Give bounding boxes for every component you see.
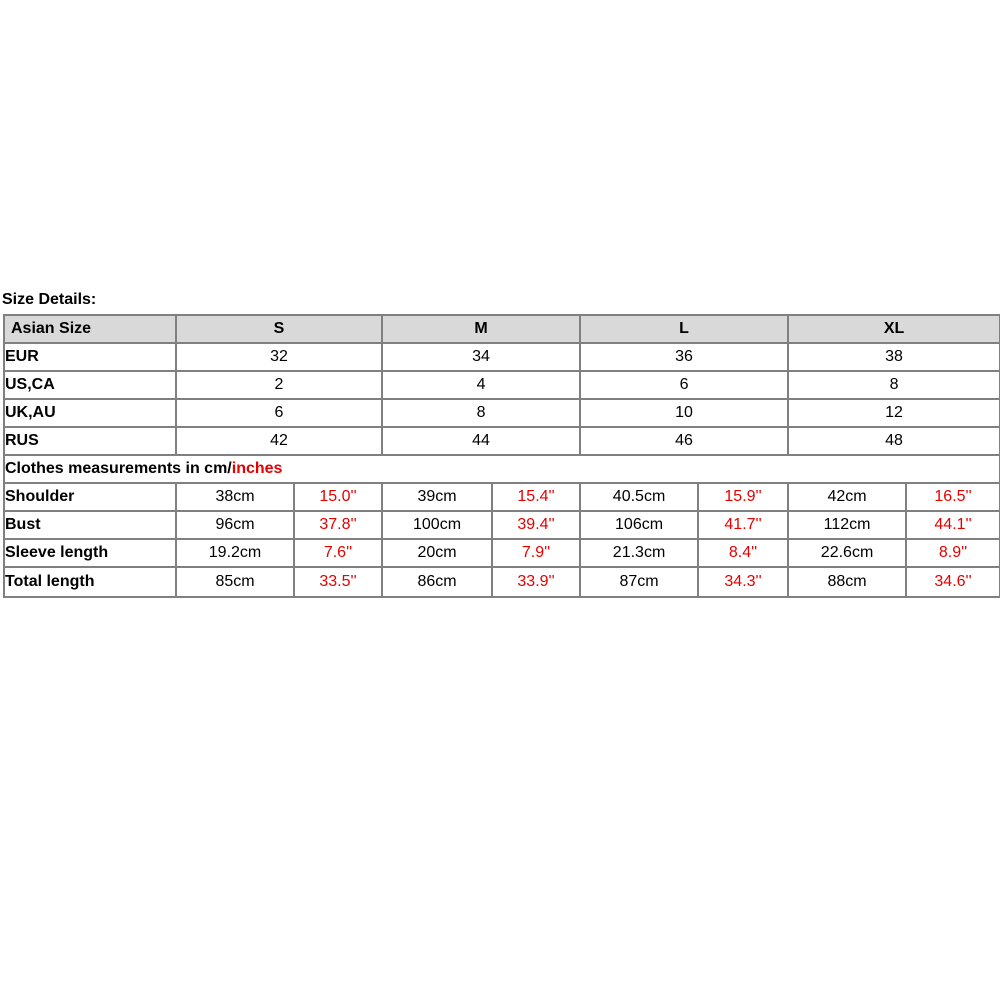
cm-cell: 22.6cm: [789, 540, 907, 568]
row-label: UK,AU: [5, 400, 177, 428]
table-header-row: [5, 316, 999, 344]
cm-cell: 87cm: [581, 568, 699, 596]
inch-cell: 7.9'': [493, 540, 581, 568]
cm-cell: 106cm: [581, 512, 699, 540]
section-suffix: inches: [231, 460, 283, 477]
cm-cell: 88cm: [789, 568, 907, 596]
table-cell: 48: [789, 428, 999, 456]
table-row: [5, 372, 999, 400]
section-heading: [5, 456, 999, 484]
page-title: Size Details:: [2, 291, 97, 308]
table-cell: 44: [383, 428, 581, 456]
cm-cell: 85cm: [177, 568, 295, 596]
table-cell: 46: [581, 428, 789, 456]
inch-cell: 41.7'': [699, 512, 789, 540]
inch-cell: 34.3'': [699, 568, 789, 596]
table-cell: 6: [177, 400, 383, 428]
cm-cell: 21.3cm: [581, 540, 699, 568]
inch-cell: 39.4'': [493, 512, 581, 540]
cm-cell: 38cm: [177, 484, 295, 512]
section-prefix: Clothes measurements in cm/: [5, 460, 232, 477]
cm-cell: 19.2cm: [177, 540, 295, 568]
cm-cell: 42cm: [789, 484, 907, 512]
cm-cell: 20cm: [383, 540, 493, 568]
table-cell: 34: [383, 344, 581, 372]
size-chart-table: [3, 314, 1000, 598]
section-row: [5, 456, 999, 484]
row-label: Total length: [5, 568, 177, 596]
cm-cell: 86cm: [383, 568, 493, 596]
table-cell: 32: [177, 344, 383, 372]
inch-cell: 7.6'': [295, 540, 383, 568]
table-cell: 8: [789, 372, 999, 400]
inch-cell: 37.8'': [295, 512, 383, 540]
row-label: EUR: [5, 344, 177, 372]
table-row: [5, 512, 999, 540]
size-header-s: S: [177, 316, 383, 344]
inch-cell: 15.9'': [699, 484, 789, 512]
table-cell: 6: [581, 372, 789, 400]
inch-cell: 44.1'': [907, 512, 999, 540]
inch-cell: 33.5'': [295, 568, 383, 596]
inch-cell: 16.5'': [907, 484, 999, 512]
table-cell: 42: [177, 428, 383, 456]
inch-cell: 15.4'': [493, 484, 581, 512]
table-cell: 4: [383, 372, 581, 400]
inch-cell: 8.4'': [699, 540, 789, 568]
table-cell: 12: [789, 400, 999, 428]
row-label: Shoulder: [5, 484, 177, 512]
table-cell: 8: [383, 400, 581, 428]
cm-cell: 112cm: [789, 512, 907, 540]
inch-cell: 8.9'': [907, 540, 999, 568]
size-header-m: M: [383, 316, 581, 344]
table-cell: 2: [177, 372, 383, 400]
size-header-l: L: [581, 316, 789, 344]
table-cell: 38: [789, 344, 999, 372]
table-cell: 36: [581, 344, 789, 372]
cm-cell: 96cm: [177, 512, 295, 540]
table-row: [5, 540, 999, 568]
row-label: Bust: [5, 512, 177, 540]
table-row: [5, 484, 999, 512]
inch-cell: 15.0'': [295, 484, 383, 512]
size-header-xl: XL: [789, 316, 999, 344]
table-row: [5, 568, 999, 596]
row-label: RUS: [5, 428, 177, 456]
row-label: US,CA: [5, 372, 177, 400]
inch-cell: 33.9'': [493, 568, 581, 596]
table-row: [5, 344, 999, 372]
header-label: Asian Size: [5, 316, 177, 344]
cm-cell: 40.5cm: [581, 484, 699, 512]
row-label: Sleeve length: [5, 540, 177, 568]
table-cell: 10: [581, 400, 789, 428]
table-row: [5, 428, 999, 456]
cm-cell: 39cm: [383, 484, 493, 512]
cm-cell: 100cm: [383, 512, 493, 540]
table-row: [5, 400, 999, 428]
inch-cell: 34.6'': [934, 573, 972, 590]
